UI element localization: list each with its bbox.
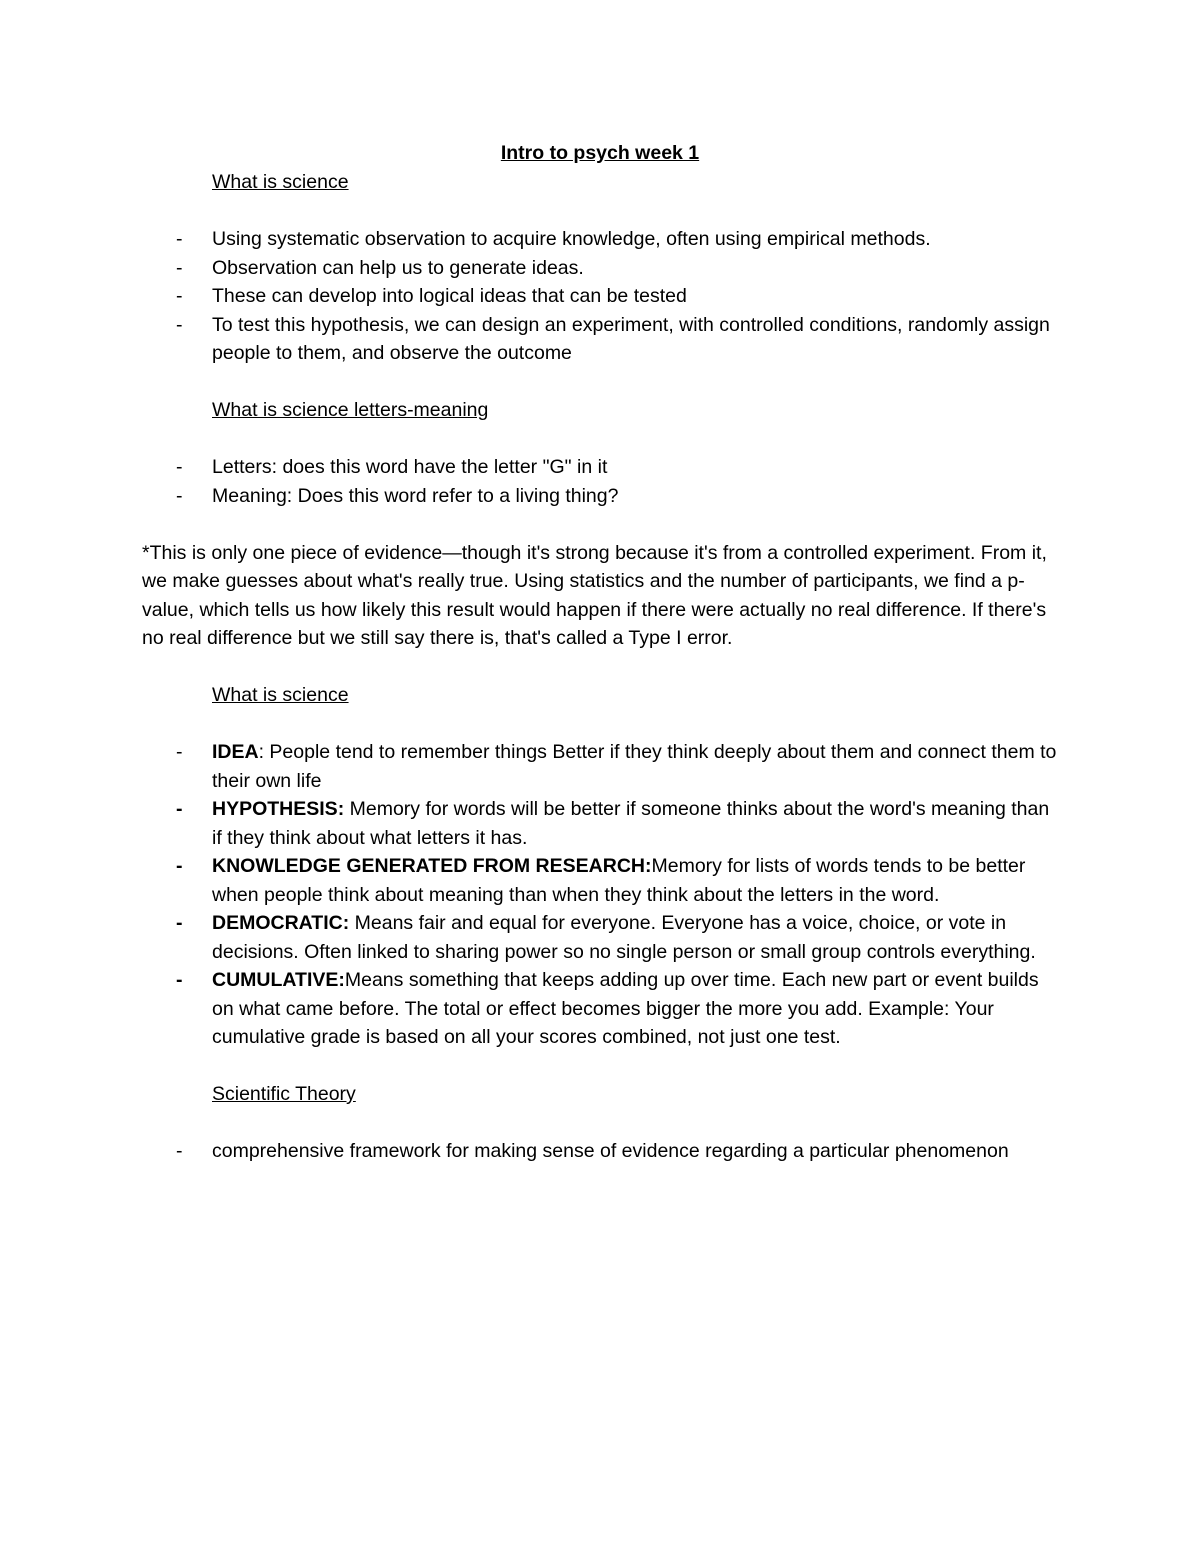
- list-item: [142, 795, 1062, 852]
- dash-bullet: -: [176, 798, 183, 820]
- dash-bullet: -: [176, 969, 183, 991]
- spacer: [142, 197, 1062, 226]
- dash-bullet: -: [176, 741, 183, 763]
- list-item: [142, 738, 1062, 795]
- definition-text: : People tend to remember things Better if they think deeply about them and connect them to their own life: [212, 741, 1057, 792]
- spacer: [142, 425, 1062, 454]
- list-item: [142, 1137, 1062, 1166]
- section-heading-scientific-theory: Scientific Theory: [212, 1083, 356, 1105]
- spacer: [142, 653, 1062, 682]
- dash-bullet: -: [176, 456, 183, 478]
- list-item-text: To test this hypothesis, we can design an experiment, with controlled conditions, randomly assign people to them, and observe the outcome: [212, 313, 1050, 364]
- definition-text: Memory for words will be better if someone thinks about the word's meaning than if they think about what letters it has.: [212, 798, 1050, 849]
- section-heading-what-is-science-2: What is science: [212, 684, 349, 706]
- list-item: [142, 453, 1062, 482]
- list-item-text: These can develop into logical ideas that can be tested: [212, 285, 687, 307]
- list-item: [142, 966, 1062, 1052]
- list-item: [142, 852, 1062, 909]
- spacer: [142, 510, 1062, 539]
- list-item-text: Meaning: Does this word refer to a living thing?: [212, 484, 619, 507]
- spacer: [142, 1052, 1062, 1081]
- list-item-text: Observation can help us to generate ideas.: [212, 256, 584, 279]
- definition-text: Means fair and equal for everyone. Everyone has a voice, choice, or vote in decisions. Often linked to sharing power so no single person or small group controls everything.: [212, 912, 1036, 963]
- bullet-list-letters-meaning: [142, 453, 1062, 510]
- dash-bullet: -: [176, 285, 183, 307]
- list-item: [142, 282, 1062, 311]
- bullet-list-definitions: [142, 738, 1062, 1052]
- definition-text: Memory for lists of words tends to be better when people think about meaning than when they think about the letters in the word.: [212, 855, 1026, 906]
- section-heading-letters-meaning: What is science letters-meaning: [212, 399, 489, 421]
- dash-bullet: -: [176, 256, 183, 279]
- dash-bullet: -: [176, 228, 183, 250]
- document-body: [142, 138, 1062, 1166]
- definition-term: CUMULATIVE:: [212, 969, 345, 991]
- list-item: [142, 254, 1062, 283]
- definition-term: IDEA: [212, 741, 259, 763]
- list-item: [142, 311, 1062, 368]
- definition-term: HYPOTHESIS:: [212, 798, 345, 820]
- spacer: [142, 710, 1062, 739]
- document-title: Intro to psych week 1: [500, 142, 700, 164]
- bullet-list-scientific-theory: [142, 1137, 1062, 1166]
- spacer: [142, 1109, 1062, 1138]
- dash-bullet: -: [176, 484, 183, 507]
- list-item-text: Letters: does this word have the letter "G" in it: [212, 456, 608, 478]
- dash-bullet: -: [176, 912, 183, 934]
- list-item-text: comprehensive framework for making sense of evidence regarding a particular phenomenon: [212, 1140, 1009, 1162]
- list-item: [142, 225, 1062, 254]
- dash-bullet: -: [176, 1140, 183, 1162]
- bullet-list-what-is-science: [142, 225, 1062, 368]
- spacer: [142, 368, 1062, 397]
- definition-text: Means something that keeps adding up over time. Each new part or event builds on what came before. The total or effect becomes bigger the more you add. Example: Your cumulative grade is based on all your scores combined, not just one test.: [212, 969, 1039, 1048]
- evidence-note-paragraph: *This is only one piece of evidence—though it's strong because it's from a controlled experiment. From it, we make guesses about what's really true. Using statistics and the number of participants, we find a p-value, which tells us how likely this result would happen if there were actually no real difference. If there's no real difference but we still say there is, that's called a Type I error.: [142, 541, 1047, 649]
- list-item-text: Using systematic observation to acquire knowledge, often using empirical methods.: [212, 228, 931, 250]
- list-item: [142, 909, 1062, 966]
- section-heading-what-is-science: What is science: [212, 171, 349, 193]
- dash-bullet: -: [176, 855, 183, 877]
- dash-bullet: -: [176, 313, 183, 336]
- definition-term: DEMOCRATIC:: [212, 912, 350, 934]
- list-item: [142, 482, 1062, 511]
- definition-term: KNOWLEDGE GENERATED FROM RESEARCH:: [212, 855, 652, 877]
